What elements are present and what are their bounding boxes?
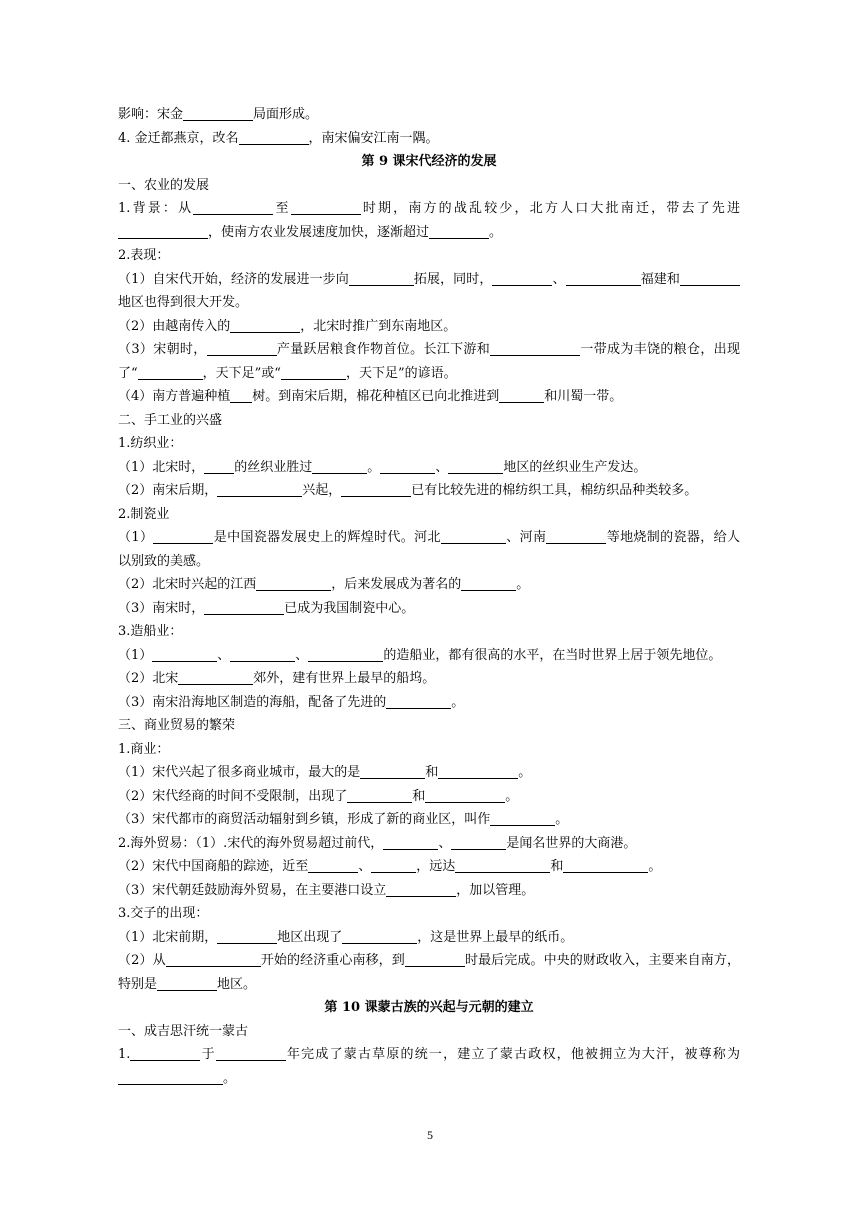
text-segment: 是闻名世界的大商港。	[506, 835, 637, 851]
fill-in-blank[interactable]	[490, 810, 555, 826]
fill-in-blank[interactable]	[451, 834, 506, 850]
fill-in-blank[interactable]	[308, 857, 358, 873]
fill-in-blank[interactable]	[405, 951, 465, 967]
text-segment: 三、商业贸易的繁荣	[118, 718, 236, 733]
fill-in-blank[interactable]	[291, 199, 361, 215]
text-segment: 。	[518, 765, 532, 780]
text-segment: （2）北宋	[118, 671, 179, 686]
text-segment: 时期，南方的战乱较少，北方人口大批南迁，带去了先进	[360, 201, 740, 216]
fill-in-blank[interactable]	[217, 481, 302, 497]
text-segment: 。	[505, 788, 519, 804]
text-segment: 2.制瓷业	[118, 506, 170, 522]
lesson-title	[118, 996, 740, 1020]
fill-in-blank[interactable]	[230, 317, 300, 333]
fill-in-blank[interactable]	[455, 857, 550, 873]
fill-in-blank[interactable]	[341, 481, 411, 497]
text-segment: 局面形成。	[253, 107, 319, 122]
text-segment: 1.背景：从	[118, 201, 194, 216]
text-line	[118, 338, 740, 385]
text-segment: 产量跃居粮食作物首位。长江下游和	[276, 342, 491, 357]
text-segment: ，后来发展成为著名的	[331, 577, 462, 592]
text-segment: ，南宋偏安江南一隅。	[308, 130, 439, 146]
text-segment: （1）北宋前期，	[118, 929, 218, 945]
text-line	[118, 691, 740, 715]
text-segment: 的丝织业胜过	[234, 459, 313, 475]
text-segment: （3）宋朝时，	[118, 342, 207, 357]
text-segment: （3）宋代朝廷鼓励海外贸易，在主要港口设立	[118, 882, 387, 898]
text-line	[118, 456, 740, 480]
text-line	[118, 432, 740, 456]
text-segment: （4）南方普遍种植	[118, 389, 231, 404]
text-line	[118, 268, 740, 315]
text-line	[118, 667, 740, 691]
fill-in-blank[interactable]	[563, 857, 648, 873]
text-line	[118, 949, 740, 996]
text-segment: 1.纺织业：	[118, 436, 183, 451]
text-line	[118, 832, 740, 856]
fill-in-blank[interactable]	[256, 575, 331, 591]
text-segment: 等地烧制的瓷器，给人以别致的美感。	[118, 530, 740, 569]
fill-in-blank[interactable]	[425, 787, 505, 803]
text-line	[118, 597, 740, 621]
text-segment: （2）北宋时兴起的江西	[118, 577, 257, 592]
text-segment: 郊外，建有世界上最早的船坞。	[253, 671, 436, 686]
text-segment: 于	[200, 1047, 216, 1062]
text-segment: （2）从	[118, 953, 166, 968]
fill-in-blank[interactable]	[153, 528, 213, 544]
text-line	[118, 879, 740, 903]
text-line	[118, 620, 740, 644]
fill-in-blank[interactable]	[118, 223, 208, 239]
fill-in-blank[interactable]	[157, 975, 217, 991]
text-segment: 。	[223, 1070, 237, 1086]
text-segment: 2.海外贸易：（1）.宋代的海外贸易超过前代，	[118, 835, 384, 851]
fill-in-blank[interactable]	[230, 387, 252, 403]
text-segment: 1.商业：	[118, 741, 170, 757]
text-line	[118, 902, 740, 926]
text-line	[118, 761, 740, 785]
fill-in-blank[interactable]	[371, 857, 416, 873]
text-line	[118, 409, 740, 433]
fill-in-blank[interactable]	[566, 270, 641, 286]
text-segment: 1.	[118, 1047, 131, 1062]
text-segment: 和川蜀一带。	[544, 389, 623, 404]
text-segment: 4. 金迁都燕京，改名	[118, 130, 239, 146]
text-segment: 一带成为丰饶的粮仓，出现了“	[118, 342, 740, 381]
text-segment: 地区。	[217, 976, 257, 992]
text-segment: 地区也得到很大开发。	[118, 295, 249, 310]
text-segment: 年完成了蒙古草原的统一，建立了蒙古政权，他被拥立为大汗，被尊称为	[285, 1047, 740, 1062]
fill-in-blank[interactable]	[193, 199, 273, 215]
fill-in-blank[interactable]	[312, 458, 367, 474]
fill-in-blank[interactable]	[166, 951, 261, 967]
text-segment: 。	[648, 859, 662, 874]
text-segment: 第 10 课蒙古族的兴起与元朝的建立	[324, 1000, 534, 1015]
text-segment: ，天下足”的谚语。	[345, 365, 457, 381]
text-segment: （2）南宋后期，	[118, 483, 218, 498]
fill-in-blank[interactable]	[380, 458, 435, 474]
text-line	[118, 785, 740, 809]
text-line	[118, 315, 740, 339]
text-line	[118, 197, 740, 244]
text-line	[118, 1020, 740, 1044]
text-segment: ，远达	[416, 859, 456, 874]
text-segment: （2）宋代经商的时间不受限制，出现了	[118, 788, 348, 804]
text-segment: 、	[217, 647, 231, 663]
text-line	[118, 644, 740, 668]
text-segment: 开始的经济重心南移，到	[260, 953, 405, 968]
text-segment: （1）	[118, 530, 154, 545]
text-segment: 。	[516, 577, 530, 592]
text-line	[118, 503, 740, 527]
fill-in-blank[interactable]	[441, 528, 506, 544]
text-segment: 、	[438, 835, 452, 851]
text-segment: 兴起，	[302, 483, 342, 498]
fill-in-blank[interactable]	[204, 458, 234, 474]
fill-in-blank[interactable]	[490, 340, 580, 356]
fill-in-blank[interactable]	[360, 763, 425, 779]
fill-in-blank[interactable]	[386, 693, 451, 709]
text-line	[118, 573, 740, 597]
text-segment: 二、手工业的兴盛	[118, 412, 223, 428]
text-segment: （1）自宋代开始，经济的发展进一步向	[118, 271, 349, 287]
text-segment: （3）南宋时，	[118, 600, 205, 616]
page-number: 5	[427, 1128, 433, 1142]
text-line	[118, 526, 740, 573]
text-segment: （3）宋代都市的商贸活动辐射到乡镇，形成了新的商业区，叫作	[118, 812, 491, 827]
text-segment: 。	[451, 694, 465, 710]
text-segment: 拓展，同时，	[413, 271, 493, 287]
text-line	[118, 244, 740, 268]
text-line	[118, 714, 740, 738]
fill-in-blank[interactable]	[342, 928, 417, 944]
fill-in-blank[interactable]	[118, 1069, 223, 1085]
lesson-title	[118, 150, 740, 174]
fill-in-blank[interactable]	[347, 787, 412, 803]
fill-in-blank[interactable]	[680, 270, 740, 286]
text-segment: 第 9 课宋代经济的发展	[361, 154, 497, 169]
fill-in-blank[interactable]	[138, 364, 203, 380]
text-segment: 和	[425, 765, 439, 780]
text-segment: 地区出现了	[277, 929, 343, 945]
fill-in-blank[interactable]	[183, 105, 253, 121]
text-segment: 、	[295, 647, 309, 663]
fill-in-blank[interactable]	[204, 599, 284, 615]
text-segment: 的造船业，都有很高的水平，在当时世界上居于领先地位。	[383, 647, 722, 663]
fill-in-blank[interactable]	[207, 340, 277, 356]
text-segment: 已有比较先进的棉纺织工具，棉纺织品种类较多。	[411, 483, 698, 498]
text-segment: 3.造船业：	[118, 624, 183, 639]
text-segment: 、	[358, 859, 372, 874]
text-line	[118, 1043, 740, 1090]
text-segment: 。	[555, 812, 569, 827]
text-segment: 已成为我国制瓷中心。	[284, 600, 415, 616]
text-line	[118, 127, 740, 151]
text-segment: 树。到南宋后期，棉花种植区已向北推进到	[252, 389, 500, 404]
text-line	[118, 479, 740, 503]
text-segment: 地区的丝织业生产发达。	[503, 459, 647, 475]
text-segment: 至	[273, 201, 291, 216]
text-segment: 和	[550, 859, 564, 874]
text-segment: （2）宋代中国商船的踪迹，近至	[118, 859, 309, 874]
fill-in-blank[interactable]	[461, 575, 516, 591]
text-segment: 福建和	[640, 271, 680, 287]
text-segment: ，这是世界上最早的纸币。	[417, 929, 574, 945]
fill-in-blank[interactable]	[239, 129, 309, 145]
text-line	[118, 808, 740, 832]
fill-in-blank[interactable]	[130, 1045, 200, 1061]
fill-in-blank[interactable]	[217, 928, 277, 944]
text-line	[118, 855, 740, 879]
text-segment: 。	[489, 224, 503, 240]
fill-in-blank[interactable]	[448, 458, 503, 474]
fill-in-blank[interactable]	[281, 364, 346, 380]
fill-in-blank[interactable]	[216, 1045, 286, 1061]
text-segment: 、	[435, 459, 449, 475]
fill-in-blank[interactable]	[429, 223, 489, 239]
text-segment: ，天下足”或“	[202, 365, 281, 381]
fill-in-blank[interactable]	[230, 646, 295, 662]
text-segment: ，使南方农业发展速度加快，逐渐超过	[208, 224, 430, 240]
text-segment: （1）北宋时，	[118, 459, 205, 475]
text-segment: 、	[552, 271, 566, 287]
text-line	[118, 738, 740, 762]
text-segment: 和	[412, 788, 426, 804]
document-body	[118, 103, 740, 1090]
text-segment: （1）	[118, 647, 153, 663]
fill-in-blank[interactable]	[178, 669, 253, 685]
text-line	[118, 926, 740, 950]
fill-in-blank[interactable]	[438, 763, 518, 779]
text-segment: （1）宋代兴起了很多商业城市，最大的是	[118, 765, 361, 780]
text-line	[118, 385, 740, 409]
fill-in-blank[interactable]	[349, 270, 414, 286]
text-segment: 。	[367, 459, 381, 475]
text-line	[118, 103, 740, 127]
text-segment: 一、成吉思汗统一蒙古	[118, 1023, 249, 1039]
text-segment: ，加以管理。	[456, 882, 535, 898]
fill-in-blank[interactable]	[546, 528, 606, 544]
fill-in-blank[interactable]	[308, 646, 383, 662]
fill-in-blank[interactable]	[492, 270, 552, 286]
text-segment: 时最后完成。中央的财政收入，主要来自南方，特别是	[118, 953, 740, 992]
fill-in-blank[interactable]	[386, 881, 456, 897]
text-segment: （2）由越南传入的	[118, 318, 231, 334]
text-segment: ，北宋时推广到东南地区。	[300, 318, 457, 334]
text-segment: 3.交子的出现：	[118, 906, 209, 921]
text-segment: （3）南宋沿海地区制造的海船，配备了先进的	[118, 694, 387, 710]
text-segment: 一、农业的发展	[118, 177, 210, 193]
text-segment: 2.表现：	[118, 248, 170, 263]
text-line	[118, 174, 740, 198]
text-segment: 是中国瓷器发展史上的辉煌时代。河北	[213, 530, 441, 545]
fill-in-blank[interactable]	[383, 834, 438, 850]
fill-in-blank[interactable]	[152, 646, 217, 662]
text-segment: 、河南	[505, 530, 547, 545]
fill-in-blank[interactable]	[499, 387, 544, 403]
text-segment: 影响：宋金	[118, 107, 184, 122]
